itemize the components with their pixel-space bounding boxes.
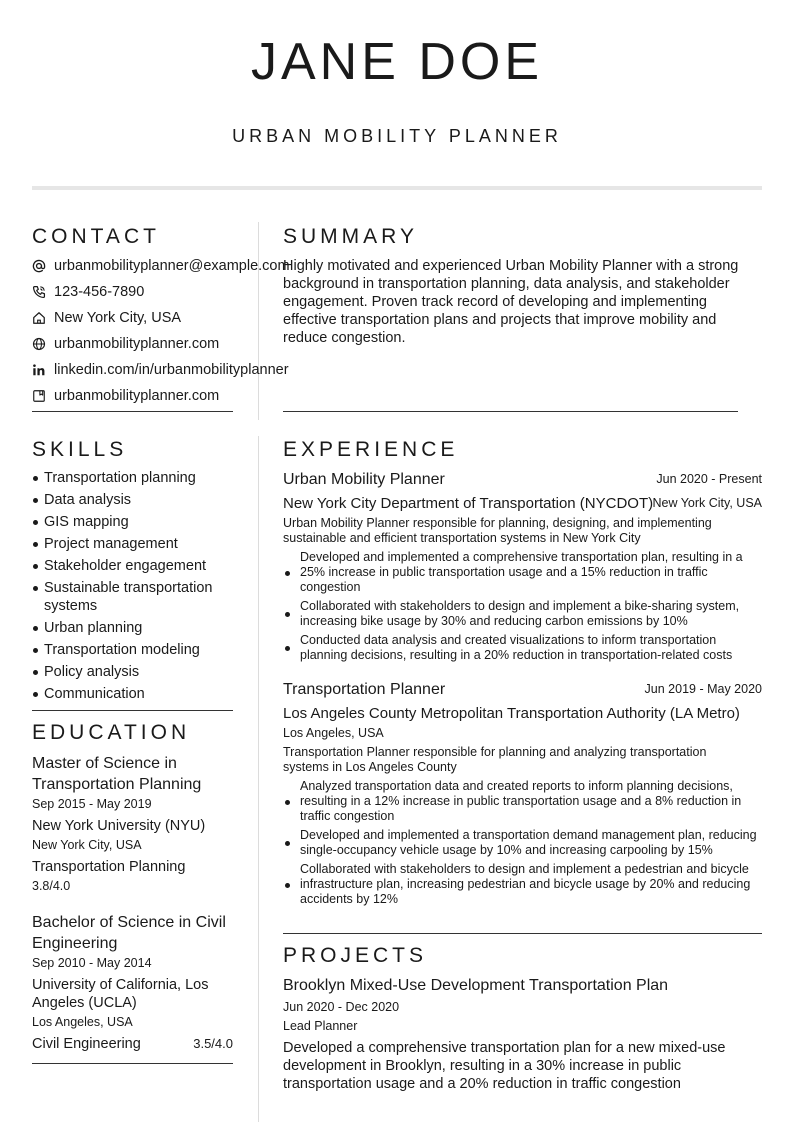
achievement-item: Collaborated with stakeholders to design and implement a bike-sharing system, increasing bike usage by 30% and reducing carbon emissions by 10% [283,599,761,629]
summary-heading: SUMMARY [283,225,418,248]
at-icon [32,259,46,273]
contact-linkedin-text: linkedin.com/in/urbanmobilityplanner [54,362,289,378]
contact-heading: CONTACT [32,225,160,248]
contact-portfolio[interactable] [32,386,219,406]
job-dates: Jun 2019 - May 2020 [644,682,762,696]
achievement-item: Collaborated with stakeholders to design and implement a pedestrian and bicycle infrastructure plan, increasing pedestrian and bicycle usage by 20% and reducing accidents by 12% [283,862,761,907]
contact-portfolio-text: urbanmobilityplanner.com [54,388,220,404]
achievement-item: Conducted data analysis and created visualizations to inform transportation planning decisions, resulting in a 20% reduction in transportation-related costs [283,633,761,663]
skill-item: Sustainable transportation systems [32,579,237,615]
portfolio-icon [32,389,46,403]
contact-website[interactable] [32,334,219,354]
achievement-item: Analyzed transportation data and created reports to inform planning decisions, resulting in a 12% increase in public transportation usage and a 8% reduction in traffic congestion [283,779,761,824]
skill-item: Data analysis [32,491,237,509]
education-degree: Master of Science in Transportation Planning [32,755,202,793]
education-heading: EDUCATION [32,721,191,744]
contact-location [32,308,181,328]
phone-icon [32,285,46,299]
education-degree: Bachelor of Science in Civil Engineering [32,914,226,952]
experience-heading: EXPERIENCE [283,438,459,461]
skill-item: Policy analysis [32,663,237,681]
contact-linkedin[interactable] [32,360,289,380]
skill-item: Transportation planning [32,469,237,487]
achievement-item: Developed and implemented a comprehensive transportation plan, resulting in a 25% increase in public transportation usage and a 15% reduction in traffic congestion [283,550,761,595]
project-title: Brooklyn Mixed-Use Development Transportation Plan [283,977,669,994]
project-dates: Jun 2020 - Dec 2020 [283,1000,400,1014]
job-description: Transportation Planner responsible for planning and analyzing transportation systems in Los Angeles County [283,745,707,774]
project-role: Lead Planner [283,1019,358,1033]
column-divider-top [258,222,259,420]
education-field: Transportation Planning [32,859,186,875]
header-divider [32,186,762,190]
skill-item: Urban planning [32,619,237,637]
education-school: University of California, Los Angeles (UCLA) [32,977,209,1011]
experience-divider [283,933,762,934]
contact-location-text: New York City, USA [54,310,182,326]
skill-item: Stakeholder engagement [32,557,237,575]
job-title: URBAN MOBILITY PLANNER [232,126,562,146]
education-divider [32,1063,233,1064]
skills-heading: SKILLS [32,438,128,461]
skills-list [32,469,237,707]
job-dates: Jun 2020 - Present [656,472,762,486]
skill-item: Communication [32,685,237,703]
candidate-name: JANE DOE [250,33,544,91]
education-location: Los Angeles, USA [32,1015,133,1029]
job-location: New York City, USA [652,496,762,510]
job-company: Los Angeles County Metropolitan Transportation Authority (LA Metro) [283,705,740,722]
job-description: Urban Mobility Planner responsible for planning, designing, and implementing sustainable and efficient transportation systems in New York City [283,516,712,545]
job-location: Los Angeles, USA [283,726,384,740]
skill-item: GIS mapping [32,513,237,531]
contact-email-text: urbanmobilityplanner@example.com [54,258,290,274]
skill-item: Project management [32,535,237,553]
job-company: New York City Department of Transportation (NYCDOT) [283,495,654,512]
skills-divider [32,710,233,711]
contact-email[interactable] [32,256,290,276]
globe-icon [32,337,46,351]
achievement-item: Developed and implemented a transportation demand management plan, reducing single-occupancy vehicle usage by 10% and increasing carpooling by 15% [283,828,761,858]
job-achievements [283,779,761,911]
contact-website-text: urbanmobilityplanner.com [54,336,220,352]
summary-text: Highly motivated and experienced Urban Mobility Planner with a strong background in transportation planning, data analysis, and stakeholder engagement. Proven track record of developing and implementing effective transportation plans and projects that improve mobility and reduce congestion. [283,258,739,346]
home-icon [32,311,46,325]
summary-divider [283,411,738,412]
job-title: Transportation Planner [283,681,446,698]
linkedin-icon [32,363,46,377]
job-title: Urban Mobility Planner [283,471,445,488]
skill-item: Transportation modeling [32,641,237,659]
projects-heading: PROJECTS [283,944,428,967]
education-gpa: 3.5/4.0 [193,1036,233,1051]
contact-phone[interactable] [32,282,144,302]
education-school: New York University (NYU) [32,818,206,834]
education-location: New York City, USA [32,838,142,852]
education-field: Civil Engineering [32,1036,141,1052]
education-dates: Sep 2010 - May 2014 [32,956,152,970]
column-divider-bottom [258,436,259,1122]
contact-divider [32,411,233,412]
project-description: Developed a comprehensive transportation plan for a new mixed-use development in Brooklyn, resulting in a 30% increase in public transportation usage and a 20% reduction in traffic congestion [283,1040,726,1092]
education-dates: Sep 2015 - May 2019 [32,797,152,811]
job-achievements [283,550,761,667]
contact-phone-text: 123-456-7890 [54,284,145,300]
education-gpa: 3.8/4.0 [32,879,71,893]
